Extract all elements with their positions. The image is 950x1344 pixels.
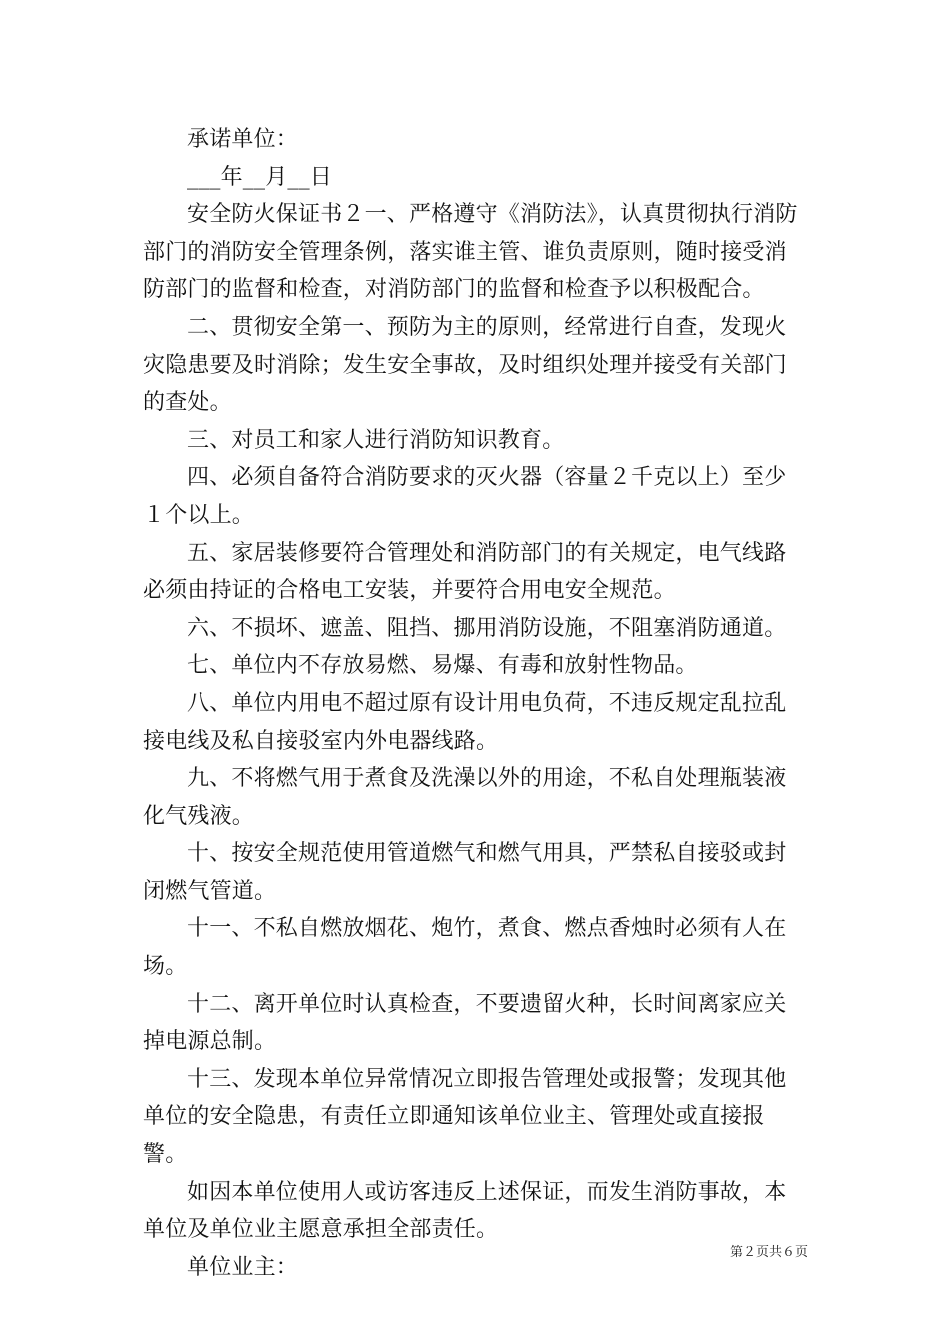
clause-2: 二、贯彻安全第一、预防为主的原则，经常进行自查，发现火灾隐患要及时消除；发生安全事故，及时组织处理并接受有关部门的查处。 bbox=[143, 314, 787, 416]
date-line: ___年__月__日 bbox=[187, 164, 333, 190]
page-number-footer: 第２页共６页 bbox=[729, 1245, 808, 1260]
clause-5: 五、家居装修要符合管理处和消防部门的有关规定，电气线路必须由持证的合格电工安装，并要符合用电安全规范。 bbox=[143, 540, 787, 604]
clause-6: 六、不损坏、遮盖、阻挡、挪用消防设施，不阻塞消防通道。 bbox=[187, 615, 787, 641]
pledging-unit-label: 承诺单位： bbox=[187, 127, 299, 152]
clause-4: 四、必须自备符合消防要求的灭火器（容量２千克以上）至少１个以上。 bbox=[143, 465, 787, 528]
clause-3: 三、对员工和家人进行消防知识教育。 bbox=[187, 427, 565, 453]
liability-statement: 如因本单位使用人或访客违反上述保证，而发生消防事故，本单位及单位业主愿意承担全部责任。 bbox=[143, 1179, 787, 1243]
clause-10: 十、按安全规范使用管道燃气和燃气用具，严禁私自接驳或封闭燃气管道。 bbox=[143, 841, 787, 904]
clause-8: 八、单位内用电不超过原有设计用电负荷，不违反规定乱拉乱接电线及私自接驳室内外电器线路。 bbox=[143, 690, 787, 754]
document-body bbox=[143, 121, 807, 1286]
clause-12: 十二、离开单位时认真检查，不要遗留火种，长时间离家应关掉电源总制。 bbox=[143, 991, 787, 1055]
unit-owner-label: 单位业主： bbox=[187, 1254, 299, 1280]
clause-13: 十三、发现本单位异常情况立即报告管理处或报警；发现其他单位的安全隐患，有责任立即通知该单位业主、管理处或直接报警。 bbox=[143, 1066, 787, 1168]
clause-7: 七、单位内不存放易燃、易爆、有毒和放射性物品。 bbox=[187, 653, 698, 679]
clause-11: 十一、不私自燃放烟花、炮竹，煮食、燃点香烛时必须有人在场。 bbox=[143, 916, 787, 980]
clause-9: 九、不将燃气用于煮食及洗澡以外的用途，不私自处理瓶装液化气残液。 bbox=[143, 766, 787, 829]
clause-1: 安全防火保证书２一、严格遵守《消防法》，认真贯彻执行消防部门的消防安全管理条例，落实谁主管、谁负责原则，随时接受消防部门的监督和检查，对消防部门的监督和检查予以积极配合。 bbox=[143, 202, 798, 303]
